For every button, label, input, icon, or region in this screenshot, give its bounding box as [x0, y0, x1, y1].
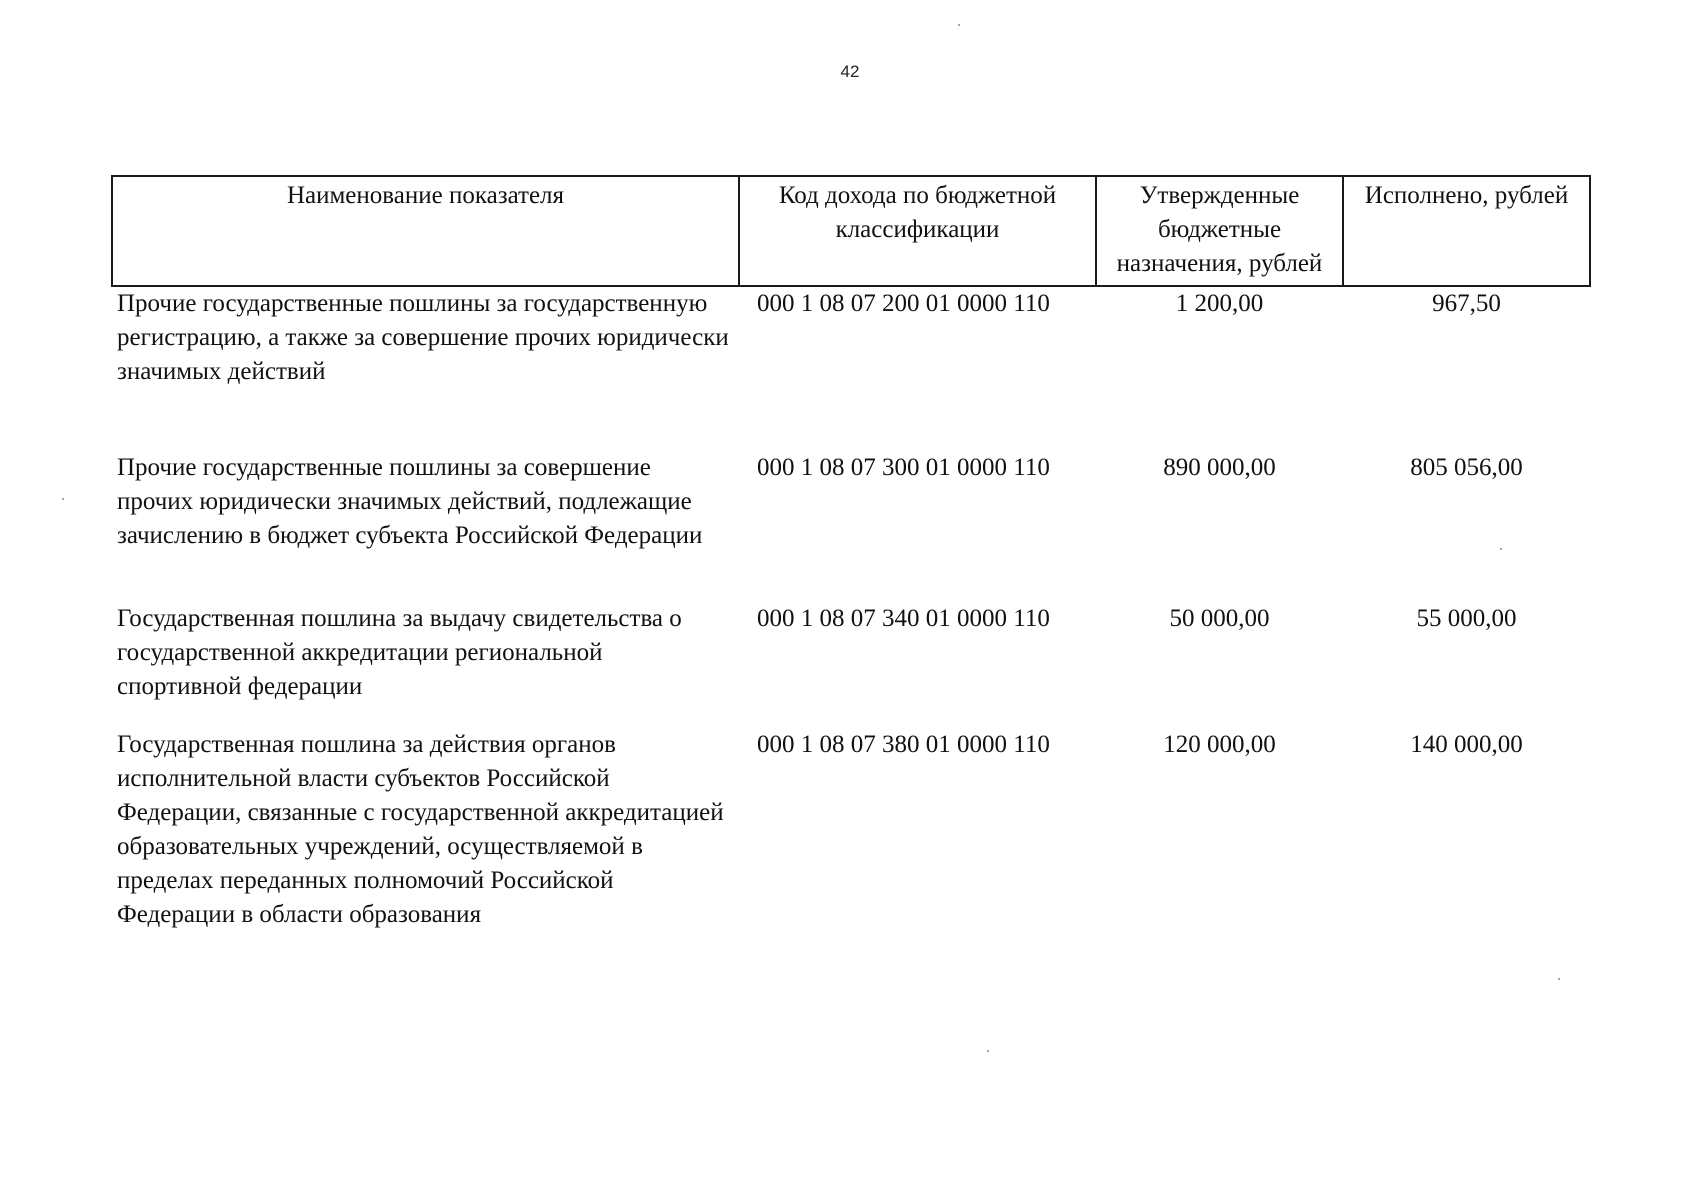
executed-amount: 55 000,00: [1416, 605, 1517, 632]
indicator-name: Прочие государственные пошлины за государственную регистрацию, а также за совершение прочих юридически значимых действий: [117, 290, 729, 385]
budget-revenue-table: [111, 175, 1591, 932]
scan-speck: [958, 24, 960, 26]
revenue-code: 000 1 08 07 300 01 0000 110: [757, 454, 1050, 481]
table-row: [112, 728, 1590, 932]
revenue-code: 000 1 08 07 380 01 0000 110: [757, 731, 1050, 758]
table-row: [112, 451, 1590, 602]
header-row: [112, 176, 1590, 286]
header-planned-amount: Утвержденные бюджетные назначения, рублей: [1096, 176, 1343, 286]
scan-speck: [987, 1050, 989, 1052]
scan-speck: [62, 498, 64, 500]
header-revenue-code: Код дохода по бюджетной классификации: [739, 176, 1096, 286]
budget-table-container: [111, 175, 1589, 932]
table-row: [112, 602, 1590, 728]
planned-amount: 50 000,00: [1169, 605, 1270, 632]
table-body: [112, 286, 1590, 932]
revenue-code: 000 1 08 07 340 01 0000 110: [757, 605, 1050, 632]
header-indicator-name: Наименование показателя: [112, 176, 739, 286]
header-executed-amount: Исполнено, рублей: [1343, 176, 1590, 286]
executed-amount: 805 056,00: [1410, 454, 1523, 481]
executed-amount: 140 000,00: [1410, 731, 1523, 758]
scan-speck: [1500, 548, 1502, 550]
table-header: [112, 176, 1590, 286]
indicator-name: Государственная пошлина за действия органов исполнительной власти субъектов Российской Федерации, связанные с государственной аккредитацией образовательных учреждений, осуществляемой в пределах переданных полномочий Российской Федерации в области образования: [117, 731, 724, 928]
table-row: [112, 286, 1590, 451]
page-number: 42: [840, 62, 860, 81]
indicator-name: Государственная пошлина за выдачу свидетельства о государственной аккредитации региональной спортивной федерации: [117, 605, 682, 700]
scan-speck: [1558, 978, 1560, 980]
planned-amount: 120 000,00: [1163, 731, 1276, 758]
executed-amount: 967,50: [1432, 290, 1501, 317]
revenue-code: 000 1 08 07 200 01 0000 110: [757, 290, 1050, 317]
indicator-name: Прочие государственные пошлины за совершение прочих юридически значимых действий, подлежащие зачислению в бюджет субъекта Российской Федерации: [117, 454, 703, 549]
planned-amount: 890 000,00: [1163, 454, 1276, 481]
planned-amount: 1 200,00: [1175, 290, 1264, 317]
